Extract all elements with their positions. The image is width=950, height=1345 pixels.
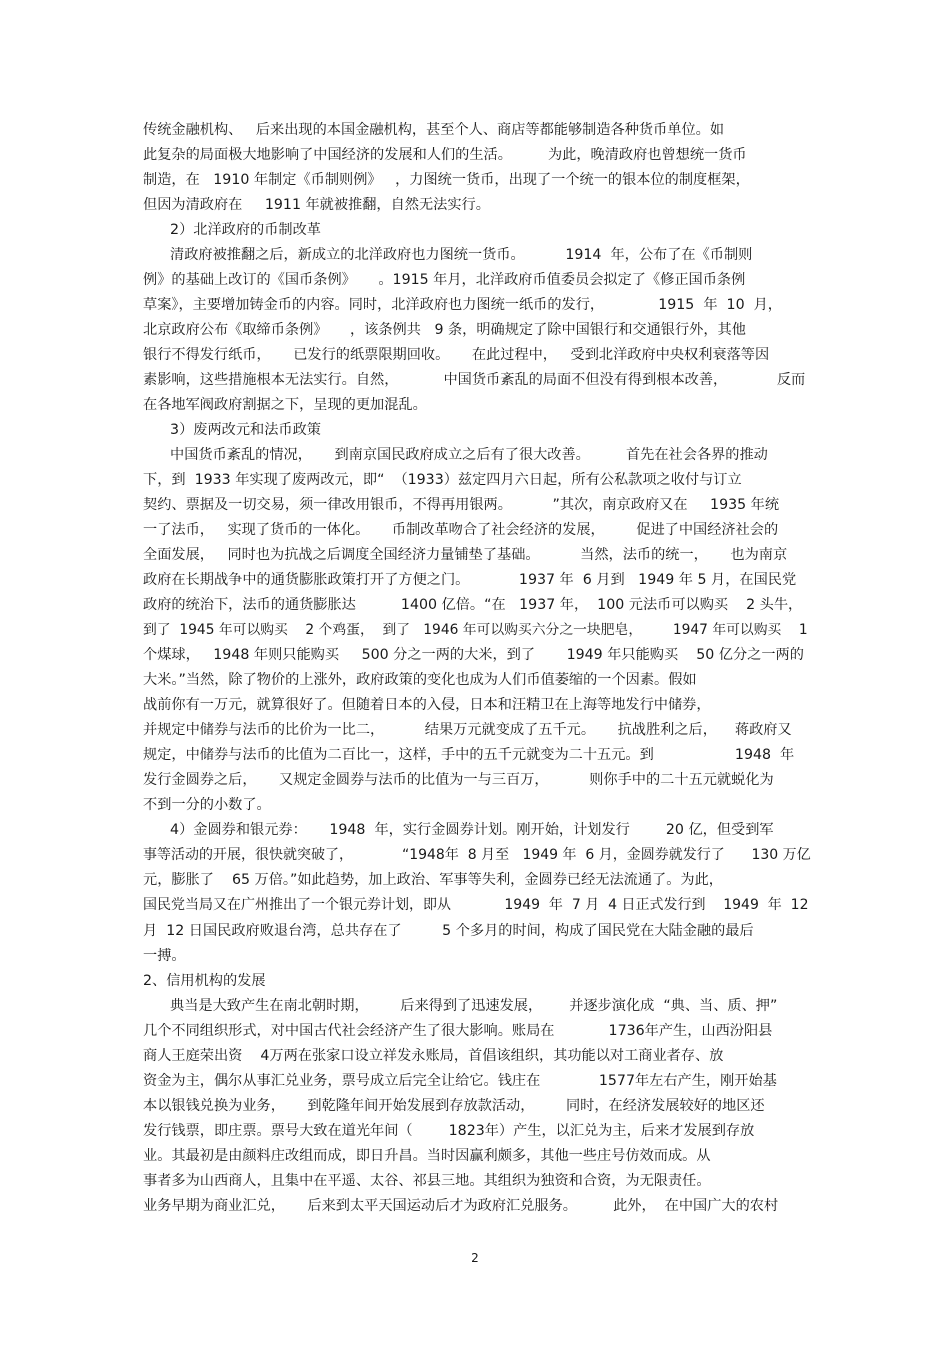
text-line: 业。其最初是由颜料庄改组而成，即日升昌。当时因赢利颇多，其他一些庄号仿效而成。从 [143, 1147, 711, 1164]
text-line: 传统金融机构、 后来出现的本国金融机构，甚至个人、商店等都能够制造各种货币单位。如 [143, 122, 725, 138]
text-line: 战前你有一万元，就算很好了。但随着日本的入侵，日本和汪精卫在上海等地发行中储券， [143, 697, 711, 714]
text-line: 例》的基础上改订的《国币条例》 。1915 年月，北洋政府币值委员会拟定了《修正国币条例 [143, 272, 746, 289]
text-line: 2、信用机构的发展 [143, 972, 266, 989]
text-line: 国民党当局又在广州推出了一个银元券计划，即从 1949 年 7 月 4 日正式发行到 1949 年 12 [143, 897, 809, 914]
text-line: 到了 1945 年可以购买 2 个鸡蛋， 到了 1946 年可以购买六分之一块肥皂， 1947 年可以购买 1 [143, 622, 808, 639]
text-line: 大米。”当然，除了物价的上涨外，政府政策的变化也成为人们币值萎缩的一个因素。假如 [143, 672, 697, 689]
text-line: 不到一分的小数了。 [143, 797, 271, 814]
text-line: 政府的统治下，法币的通货膨胀达 1400 亿倍。“在 1937 年， 100 元法币可以购买 2 头牛， [143, 597, 803, 614]
text-line: 草案》，主要增加铸金币的内容。同时，北洋政府也力图统一纸币的发行， 1915 年 10 月， [143, 297, 782, 314]
text-line: 中国货币紊乱的情况， 到南京国民政府成立之后有了很大改善。 首先在社会各界的推动 [143, 447, 768, 464]
text-line: 素影响，这些措施根本无法实行。自然， 中国货币紊乱的局面不但没有得到根本改善， 反而 [143, 372, 806, 389]
text-line: 3）废两改元和法币政策 [143, 422, 321, 439]
text-line: 此复杂的局面极大地影响了中国经济的发展和人们的生活。 为此，晚清政府也曾想统一货币 [143, 147, 747, 164]
body-text [143, 118, 811, 1219]
text-line: 典当是大致产生在南北朝时期， 后来得到了迅速发展， 并逐步演化成 “典、当、质、押” [143, 997, 778, 1014]
text-line: 规定，中储券与法币的比值为二百比一，这样，手中的五千元就变为二十五元。到 1948 年 [143, 747, 795, 764]
text-line: 4）金圆券和银元券： 1948 年，实行金圆券计划。刚开始，计划发行 20 亿，但受到军 [143, 822, 774, 839]
text-line: 一搏。 [143, 947, 186, 964]
text-line: 资金为主，偶尔从事汇兑业务，票号成立后完全让给它。钱庄在 1577年左右产生，刚开始基 [143, 1072, 777, 1089]
text-line: 发行金圆券之后， 又规定金圆券与法币的比值为一与三百万， 则你手中的二十五元就蜕化为 [143, 772, 774, 789]
text-line: 商人王庭荣出资 4万两在张家口设立祥发永账局，首倡该组织，其功能以对工商业者存、放 [143, 1047, 724, 1064]
text-line: 并规定中储券与法币的比价为一比二， 结果万元就变成了五千元。 抗战胜利之后， 蒋政府又 [143, 722, 792, 739]
text-line: 全面发展， 同时也为抗战之后调度全国经济力量铺垫了基础。 当然，法币的统一， 也为南京 [143, 547, 788, 564]
text-line: 一了法币， 实现了货币的一体化。 币制改革吻合了社会经济的发展， 促进了中国经济社会的 [143, 522, 779, 539]
text-line: 事等活动的开展，很快就突破了， “1948年 8 月至 1949 年 6 月，金圆券就发行了 130 万亿 [143, 847, 811, 864]
text-line: 政府在长期战争中的通货膨胀政策打开了方便之门。 1937 年 6 月到 1949 年 5 月，在国民党 [143, 572, 797, 589]
text-line: 但因为清政府在 1911 年就被推翻，自然无法实行。 [143, 197, 490, 214]
page-number: 2 [471, 1251, 479, 1265]
text-line: 下，到 1933 年实现了废两改元，即“ （1933）兹定四月六日起，所有公私款项之收付与订立 [143, 472, 742, 489]
text-line: 元，膨胀了 65 万倍。”如此趋势，加上政治、军事等失利，金圆券已经无法流通了。为此， [143, 872, 723, 889]
text-line: 几个不同组织形式，对中国古代社会经济产生了很大影响。账局在 1736年产生，山西汾阳县 [143, 1022, 773, 1039]
text-line: 银行不得发行纸币， 已发行的纸票限期回收。 在此过程中， 受到北洋政府中央权利衰落等因 [143, 347, 770, 364]
text-line: 事者多为山西商人，且集中在平遥、太谷、祁县三地。其组织为独资和合资，为无限责任。 [143, 1172, 711, 1189]
text-line: 业务早期为商业汇兑， 后来到太平天国运动后才为政府汇兑服务。 此外， 在中国广大的农村 [143, 1197, 779, 1214]
text-line: 发行钱票，即庄票。票号大致在道光年间（ 1823年）产生，以汇兑为主，后来才发展到存放 [143, 1122, 755, 1139]
text-line: 月 12 日国民政府败退台湾，总共存在了 5 个多月的时间，构成了国民党在大陆金融的最后 [143, 922, 754, 939]
text-line: 清政府被推翻之后，新成立的北洋政府也力图统一货币。 1914 年，公布了在《币制则 [143, 247, 753, 264]
text-line: 北京政府公布《取缔币条例》 ，该条例共 9 条，明确规定了除中国银行和交通银行外，其他 [143, 322, 746, 339]
text-line: 2）北洋政府的币制改革 [143, 222, 321, 239]
text-line: 在各地军阀政府割据之下，呈现的更加混乱。 [143, 397, 427, 414]
text-line: 本以银钱兑换为业务， 到乾隆年间开始发展到存放款活动， 同时，在经济发展较好的地区还 [143, 1097, 765, 1114]
text-line: 个煤球， 1948 年则只能购买 500 分之一两的大米，到了 1949 年只能购买 50 亿分之一两的 [143, 647, 804, 664]
text-line: 契约、票据及一切交易，须一律改用银币，不得再用银两。 ”其次，南京政府又在 1935 年统 [143, 497, 780, 514]
text-line: 制造，在 1910 年制定《币制则例》 ，力图统一货币，出现了一个统一的银本位的制度框架， [143, 172, 750, 189]
